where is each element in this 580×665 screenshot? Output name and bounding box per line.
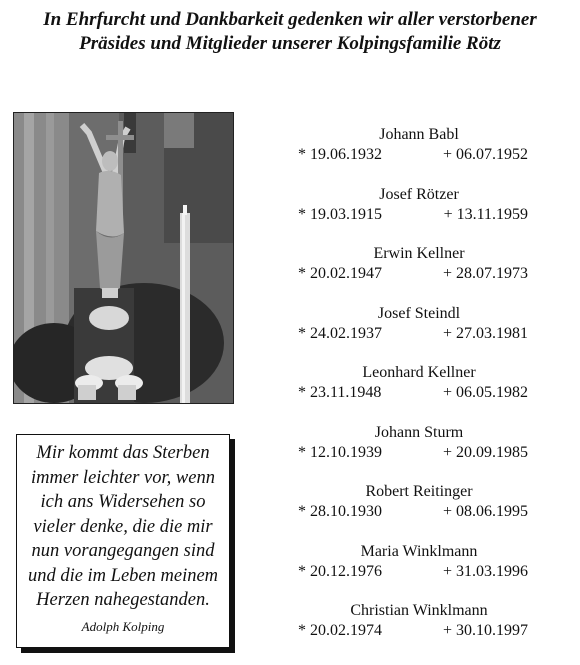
kolping-quote-box — [16, 434, 230, 648]
birth-date: * 28.10.1930 — [298, 503, 382, 520]
list-item — [290, 185, 538, 245]
death-date: + 31.03.1996 — [442, 562, 528, 580]
birth-date: * 24.02.1937 — [298, 324, 382, 342]
death-date: + 30.10.1997 — [442, 622, 528, 639]
quote-line: vieler denke, die die mir — [33, 516, 213, 537]
heading-line-2: Präsides und Mitglieder unserer Kolpingsfamilie Rötz — [79, 33, 501, 54]
birth-date: * 12.10.1939 — [298, 443, 382, 461]
entry-name: Erwin Kellner — [373, 245, 465, 262]
entry-name: Johann Babl — [379, 126, 459, 143]
list-item — [290, 244, 538, 304]
list-item — [290, 363, 538, 423]
quote-line: immer leichter vor, wenn — [31, 467, 215, 488]
quote-line: Mir kommt das Sterben — [36, 443, 210, 463]
birth-date: * 19.06.1932 — [298, 146, 382, 163]
quote-line: nun vorangegangen sind — [31, 541, 215, 561]
quote-line: und die im Leben meinem — [27, 565, 219, 586]
death-date: + 06.07.1952 — [442, 146, 528, 163]
birth-date: * 20.12.1976 — [298, 562, 382, 580]
birth-date: * 20.02.1974 — [298, 622, 382, 639]
death-date: + 08.06.1995 — [442, 503, 528, 520]
entry-name: Johann Sturm — [374, 423, 464, 441]
death-date: + 06.05.1982 — [442, 384, 528, 401]
list-item — [290, 542, 538, 602]
list-item — [290, 304, 538, 364]
death-date: + 28.07.1973 — [442, 265, 528, 282]
list-item — [290, 125, 538, 185]
list-item — [290, 601, 538, 661]
entry-name: Leonhard Kellner — [362, 364, 476, 381]
memorial-list — [290, 125, 538, 661]
birth-date: * 19.03.1915 — [298, 205, 382, 223]
death-date: + 20.09.1985 — [442, 443, 528, 461]
entry-name: Robert Reitinger — [365, 483, 473, 500]
death-date: + 13.11.1959 — [443, 205, 528, 223]
heading-line-1: In Ehrfurcht und Dankbarkeit gedenken wir aller verstorbener — [43, 9, 537, 30]
entry-name: Christian Winklmann — [350, 602, 488, 619]
church-interior-image — [14, 113, 233, 403]
death-date: + 27.03.1981 — [442, 324, 528, 342]
quote-author: Adolph Kolping — [81, 619, 165, 634]
memorial-heading — [0, 8, 580, 56]
crucifix-photo — [13, 112, 234, 404]
entry-name: Josef Steindl — [377, 304, 461, 322]
entry-name: Josef Rötzer — [379, 185, 459, 203]
birth-date: * 20.02.1947 — [298, 265, 382, 282]
quote-line: ich ans Widersehen so — [40, 492, 206, 512]
quote-text — [17, 441, 229, 613]
quote-line: Herzen nahegestanden. — [36, 590, 210, 610]
list-item — [290, 482, 538, 542]
entry-name: Maria Winklmann — [360, 542, 478, 560]
list-item — [290, 423, 538, 483]
birth-date: * 23.11.1948 — [298, 384, 382, 401]
